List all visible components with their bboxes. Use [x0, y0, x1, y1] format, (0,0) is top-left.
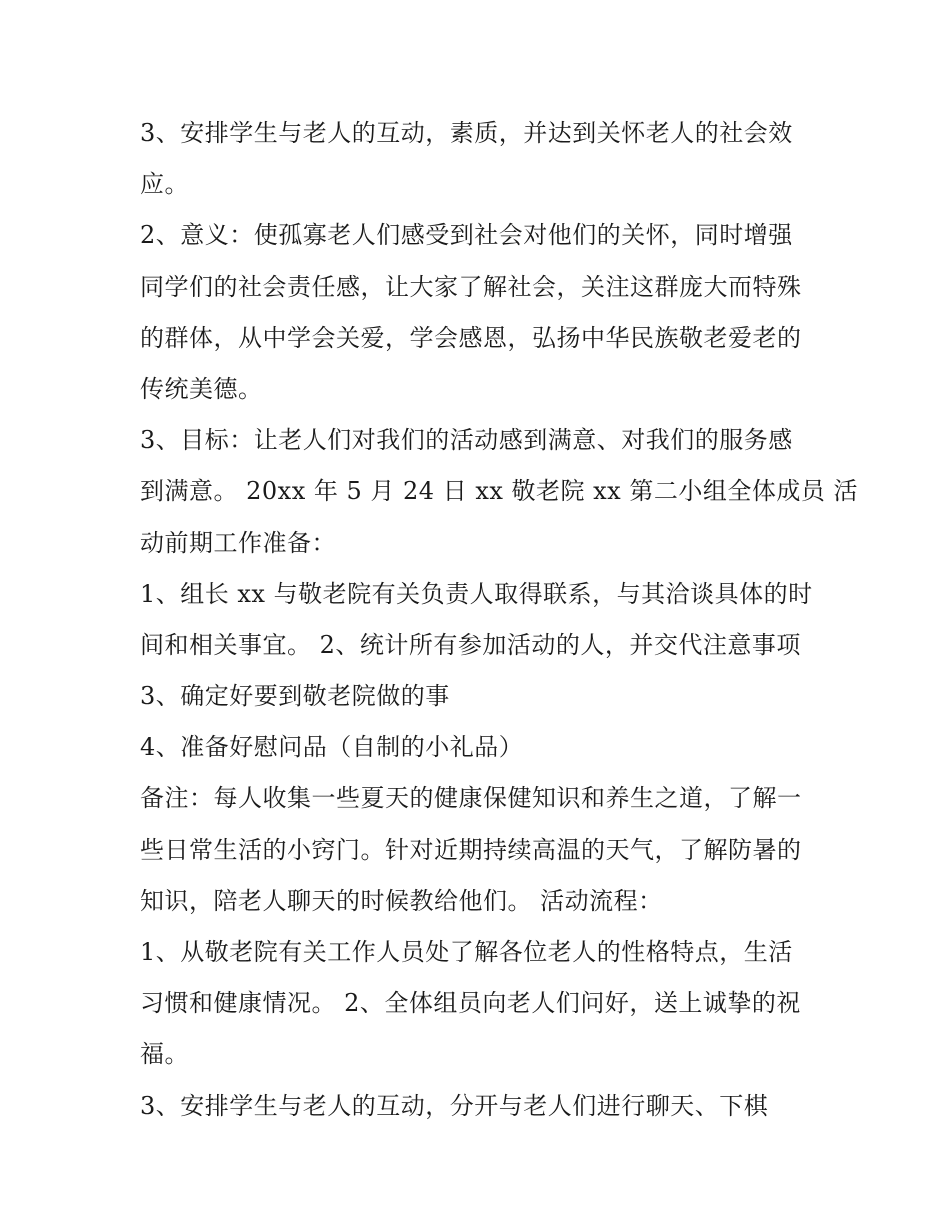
text-line: 1、从敬老院有关工作人员处了解各位老人的性格特点，生活	[140, 938, 793, 966]
text-line: 4、准备好慰问品（自制的小礼品）	[140, 733, 524, 762]
text-line: 的群体，从中学会关爱，学会感恩，弘扬中华民族敬老爱老的	[140, 323, 802, 352]
text-line: 些日常生活的小窍门。针对近期持续高温的天气，了解防暑的	[140, 835, 802, 864]
text-line: 3、目标：让老人们对我们的活动感到满意、对我们的服务感	[140, 426, 793, 455]
text-line: 3、安排学生与老人的互动，分开与老人们进行聊天、下棋	[140, 1091, 769, 1120]
text-line: 1、组长 xx 与敬老院有关负责人取得联系，与其洽谈具体的时	[140, 579, 813, 608]
text-line: 传统美德。	[140, 374, 263, 403]
text-line: 间和相关事宜。 2、统计所有参加活动的人，并交代注意事项	[140, 630, 801, 659]
text-line: 3、确定好要到敬老院做的事	[140, 682, 450, 711]
text-line: 2、意义：使孤寡老人们感受到社会对他们的关怀，同时增强	[140, 221, 793, 250]
text-line: 3、安排学生与老人的互动，素质，并达到关怀老人的社会效	[140, 119, 793, 147]
text-line: 备注：每人收集一些夏天的健康保健知识和养生之道，了解一	[140, 784, 802, 813]
text-line: 到满意。 20xx 年 5 月 24 日 xx 敬老院 xx 第二小组全体成员 活	[140, 477, 858, 506]
text-line: 同学们的社会责任感，让大家了解社会，关注这群庞大而特殊	[140, 272, 802, 301]
document-body	[140, 108, 858, 1132]
text-line: 福。	[140, 1040, 189, 1069]
text-line: 习惯和健康情况。 2、全体组员向老人们问好，送上诚挚的祝	[140, 989, 801, 1018]
text-line: 知识，陪老人聊天的时候教给他们。 活动流程：	[140, 886, 663, 915]
text-line: 应。	[140, 170, 189, 199]
text-line: 动前期工作准备：	[140, 528, 336, 557]
